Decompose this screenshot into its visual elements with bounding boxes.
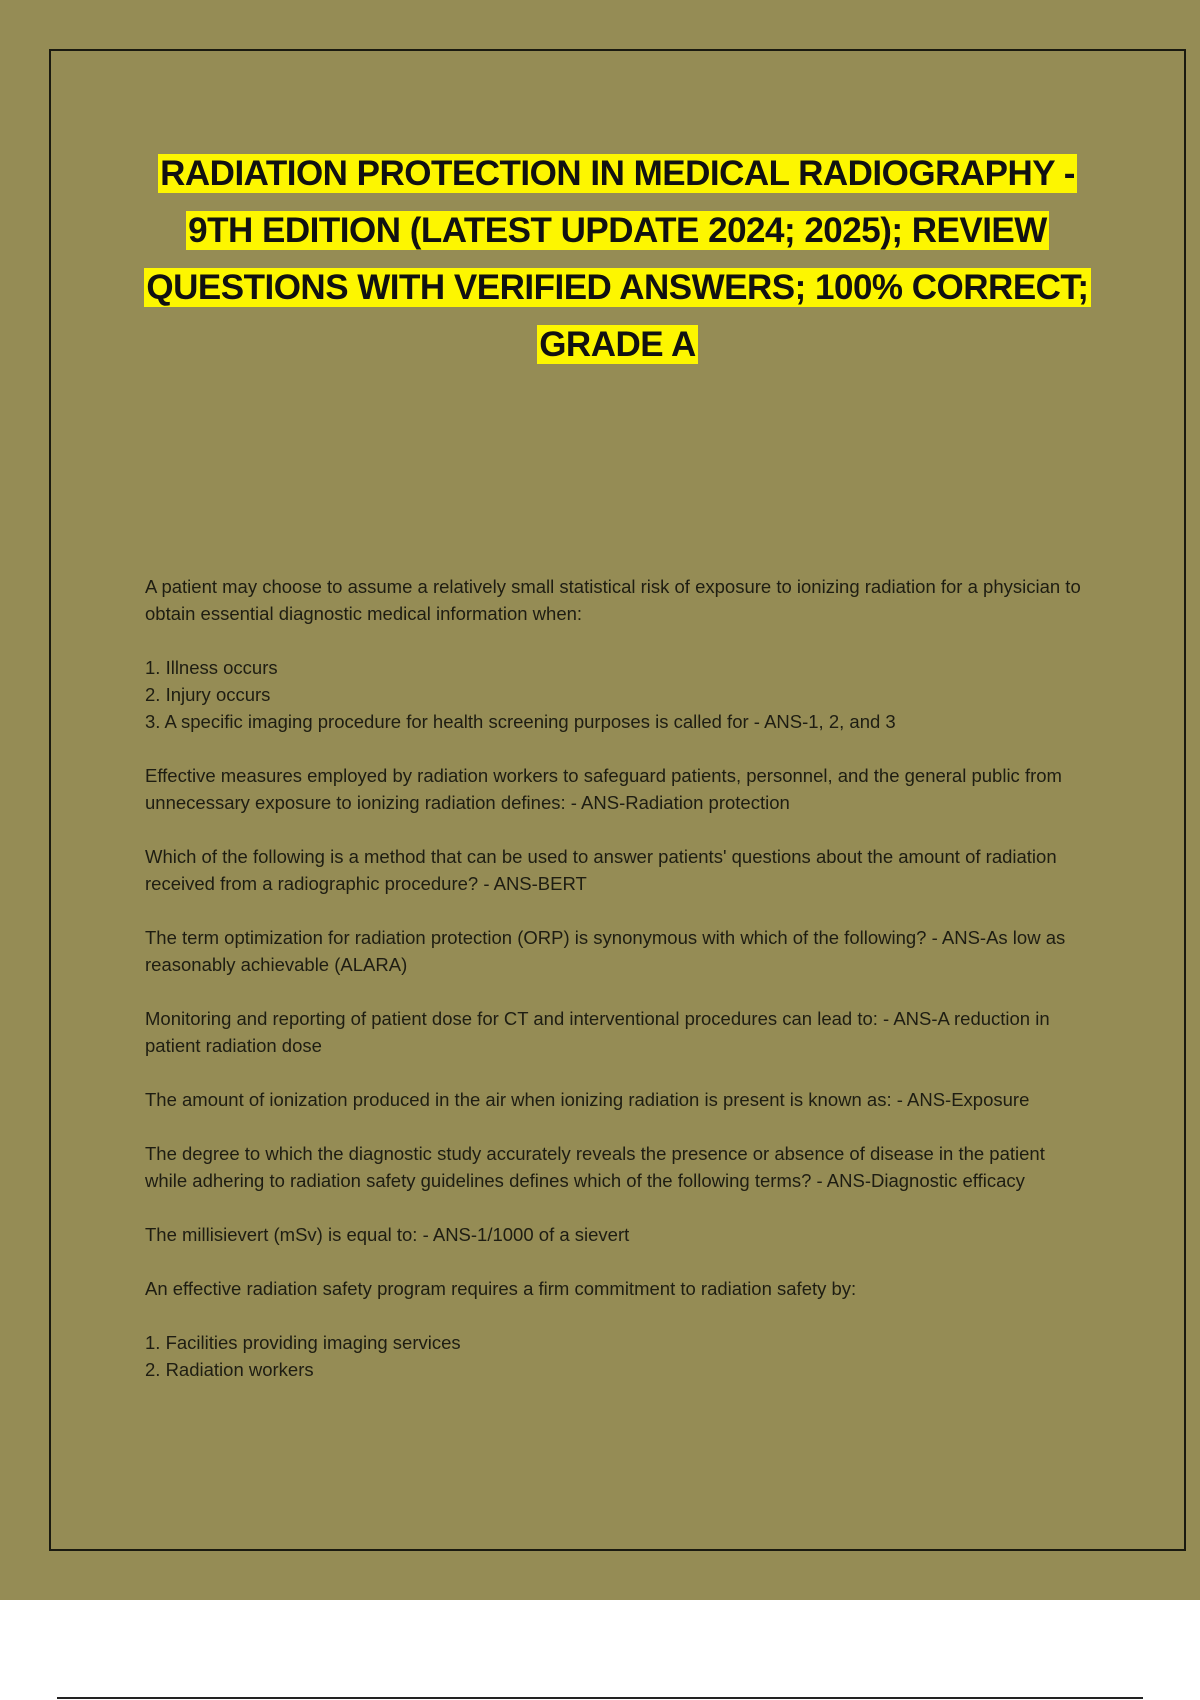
question-1-item-3: 3. A specific imaging procedure for health screening purposes is called for - ANS-1, 2, and 3 xyxy=(145,711,896,732)
question-9-intro: An effective radiation safety program requires a firm commitment to radiation safety by: xyxy=(145,1278,857,1299)
title-line-2: 9TH EDITION (LATEST UPDATE 2024; 2025); REVIEW xyxy=(188,211,1047,250)
title-line-4: GRADE A xyxy=(539,325,696,364)
question-6: The amount of ionization produced in the air when ionizing radiation is present is known as: - ANS-Exposure xyxy=(145,1089,1030,1110)
question-1-intro: A patient may choose to assume a relatively small statistical risk of exposure to ionizing radiation for a physician to obtain essential diagnostic medical information when: xyxy=(145,576,1081,624)
question-9-item-2: 2. Radiation workers xyxy=(145,1359,314,1380)
question-1-item-1: 1. Illness occurs xyxy=(145,657,278,678)
question-7: The degree to which the diagnostic study accurately reveals the presence or absence of disease in the patient while adhering to radiation safety guidelines defines which of the following terms? - ANS-Diagnostic efficacy xyxy=(145,1143,1045,1191)
question-1-item-2: 2. Injury occurs xyxy=(145,684,271,705)
question-3: Which of the following is a method that can be used to answer patients' questions about the amount of radiation received from a radiographic procedure? - ANS-BERT xyxy=(145,846,1057,894)
title-line-1: RADIATION PROTECTION IN MEDICAL RADIOGRAPHY - xyxy=(160,154,1075,193)
document-title xyxy=(60,145,1175,373)
footer-divider xyxy=(57,1697,1143,1699)
document-body xyxy=(145,573,1085,1383)
question-4: The term optimization for radiation protection (ORP) is synonymous with which of the following? - ANS-As low as reasonably achievable (ALARA) xyxy=(145,927,1066,975)
question-5: Monitoring and reporting of patient dose for CT and interventional procedures can lead to: - ANS-A reduction in patient radiation dose xyxy=(145,1008,1050,1056)
title-line-3: QUESTIONS WITH VERIFIED ANSWERS; 100% CORRECT; xyxy=(146,268,1089,307)
question-2: Effective measures employed by radiation workers to safeguard patients, personnel, and the general public from unnecessary exposure to ionizing radiation defines: - ANS-Radiation protection xyxy=(145,765,1062,813)
question-9-item-1: 1. Facilities providing imaging services xyxy=(145,1332,461,1353)
question-8: The millisievert (mSv) is equal to: - ANS-1/1000 of a sievert xyxy=(145,1224,630,1245)
